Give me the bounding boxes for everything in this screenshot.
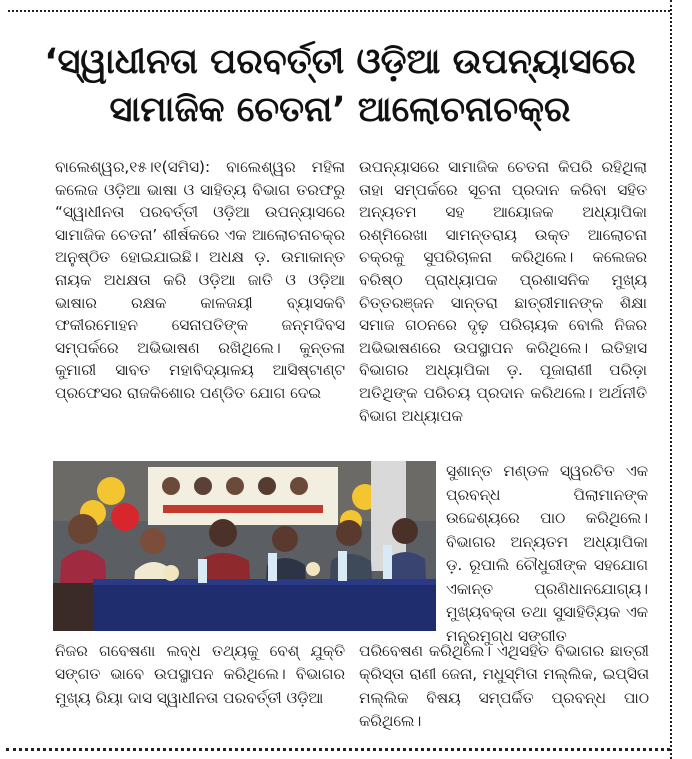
right-dotted-rule [670,0,672,759]
bottom-right-text: ପରିବେଷଣ କରିଥିଲେ। ଏଥିସହିତ ବିଭାଗର ଛାତ୍ରୀ କ୍ରିସ୍ତା ରାଣୀ ଜେନା, ମଧୁସ୍ମିତା ମଲ୍ଲିକ, ଇପ୍ସିତା ମଲ୍ଲିକ ବିଷୟ ସମ୍ପର୍କିତ ପ୍ରବନ୍ଧ ପାଠ କରିଥିଲେ। [359,642,649,730]
photo-event-stage-icon [53,461,436,631]
article-right-column [359,156,647,427]
right-column-text: ଉପନ୍ୟାସରେ ସାମାଜିକ ଚେତନା କିପରି ରହିଥିଲା ତାହା ସମ୍ପର୍କରେ ସୂଚନା ପ୍ରଦାନ କରିବା ସହିତ ଅନ୍ୟତମ ସହ ଆୟୋଜକ ଅଧ୍ୟାପିକା ରଶ୍ମିରେଖା ସାମନ୍ତରାୟ ଉକ୍ତ ଆଲୋଚନା ଚକ୍ରକୁ ସୁପରିଚାଳନା କରିଥିଲେ। କଲେଜର ବରିଷ୍ଠ ପ୍ରାଧ୍ୟାପକ ପ୍ରଶାସନିକ ମୁଖ୍ୟ ଚିତ୍ତରଞ୍ଜନ ସାନ୍ତରା ଛାତ୍ରୀମାନଙ୍କ ଶିକ୍ଷା ସମାଜ ଗଠନରେ ଦୃଢ଼ ପରିଚାୟକ ବୋଲି ନିଜର ଅଭିଭାଷଣରେ ଉପସ୍ଥାପନ କରିଥିଲେ। ଇତିହାସ ବିଭାଗର ଅଧ୍ୟାପିକା ଡ଼. ପୂଜାରାଣୀ ପରିଡ଼ା ଅତିଥିଙ୍କ ପରିଚୟ ପ୍ରଦାନ କରିଥଲେ। ଅର୍ଥନୀତି ବିଭାଗ ଅଧ୍ୟାପକ [359,158,647,425]
article-bottom-left [55,640,345,710]
right-narrow-text: ସୁଶାନ୍ତ ମଣ୍ଡଳ ସ୍ୱରଚିତ ଏକ ପ୍ରବନ୍ଧ ପିଲାମାନଙ୍କ ଉଦ୍ଦେଶ୍ୟରେ ପାଠ କରିଥିଲେ। ବିଭାଗର ଅନ୍ୟତମ ଅଧ୍ୟାପିକା ଡ଼. ରୂପାଲି ଚୌଧୁରୀଙ୍କ ସହଯୋଗ ଏକାନ୍ତ ପ୍ରଣିଧାନଯୋଗ୍ୟ। ମୁଖ୍ୟବକ୍ତା ତଥା ସୁସାହିତ୍ୟିକ ଏକ ମନ୍ତ୍ରମୁଗ୍ଧ ସଙ୍ଗୀତ [446,462,648,645]
article-left-column [55,156,345,405]
article-bottom-right [359,640,649,733]
top-dotted-rule [8,10,670,12]
left-column-text: ବାଲେଶ୍ୱର,୧୫।୧(ସମିସ): ବାଲେଶ୍ୱର ମହିଳା କଲେଜ ଓଡ଼ିଆ ଭାଷା ଓ ସାହିତ୍ୟ ବିଭାଗ ତରଫରୁ “ସ୍ୱାଧୀନତା ପରବର୍ତ୍ତୀ ଓଡ଼ିଆ ଉପନ୍ୟାସରେ ସାମାଜିକ ଚେତନା’ ଶୀର୍ଷକରେ ଏକ ଆଲୋଚନାଚକ୍ର ଅନୁଷ୍ଠିତ ହୋଇଯାଇଛି। ଅଧକ୍ଷ ଡ଼. ଉମାକାନ୍ତ ନାୟକ ଅଧକ୍ଷତା କରି ଓଡ଼ିଆ ଜାତି ଓ ଓଡ଼ିଆ ଭାଷାର ରକ୍ଷକ କାଳଜୟୀ ବ୍ୟାସକବି ଫକୀରମୋହନ ସେନାପତିଙ୍କ ଜନ୍ମଦିବସ ସମ୍ପର୍କରେ ଅଭିଭାଷଣ ରଖିଥିଲେ। କୁନ୍ତଳା କୁମାରୀ ସାବତ ମହାବିଦ୍ୟାଳୟ ଆସିଷ୍ଟାଣ୍ଟ ପ୍ରଫେସର ରାଜକିଶୋର ପଣ୍ଡିତ ଯୋଗ ଦେଇ [55,158,345,402]
bottom-left-text: ନିଜର ଗବେଷଣା ଲବ୍ଧ ତଥ୍ୟକୁ ବେଶ୍ ଯୁକ୍ତି ସଙ୍ଗତ ଭାବେ ଉପସ୍ଥାପନ କରିଥିଲେ। ବିଭାଗର ମୁଖ୍ୟ ରିୟା ଦାସ ସ୍ୱାଧୀନତା ପରବର୍ତ୍ତୀ ଓଡ଼ିଆ [55,642,345,707]
event-photo [53,461,436,631]
headline-line-1: ‘ସ୍ୱାଧୀନତା ପରବର୍ତ୍ତୀ ଓଡ଼ିଆ ଉପନ୍ୟାସରେ [44,42,636,82]
headline-line-2: ସାମାଜିକ ଚେତନା’ ଆଲୋଚନାଚକ୍ର [109,90,571,130]
bottom-dotted-rule [6,748,670,751]
article-right-narrow-column [446,460,648,648]
